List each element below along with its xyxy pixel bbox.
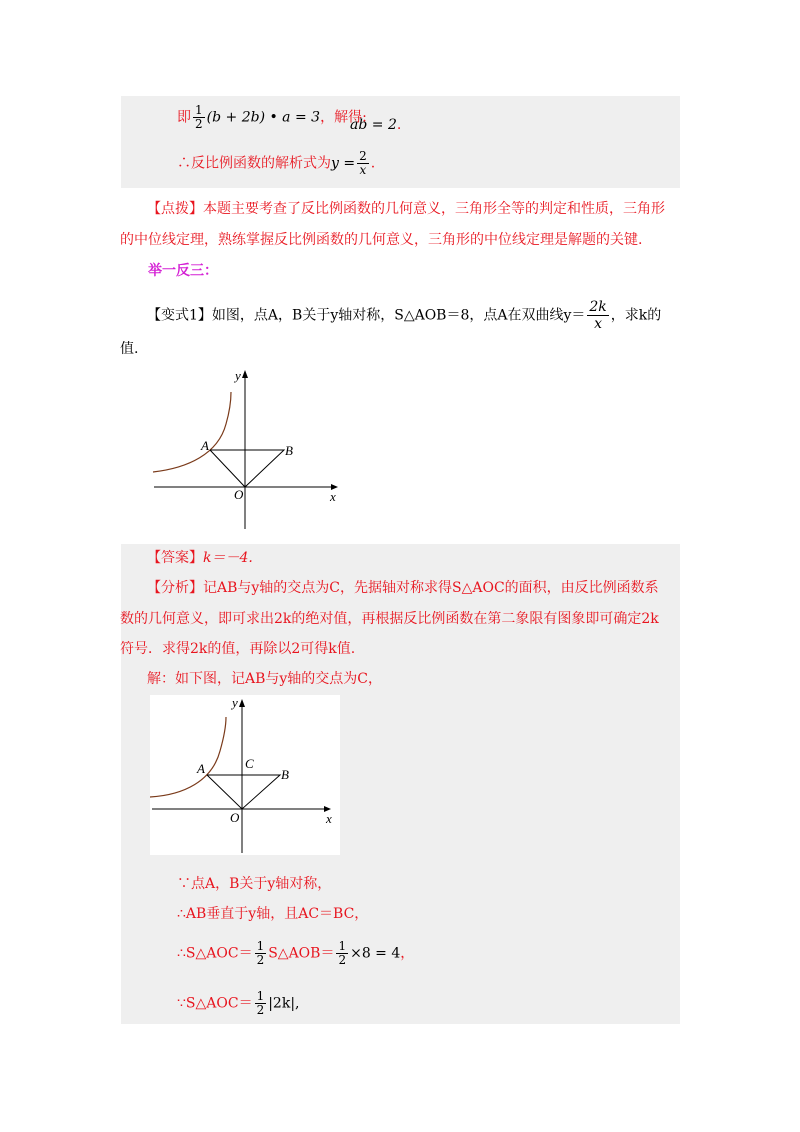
answer-line [147, 549, 253, 567]
period: . [370, 155, 376, 172]
step-1: ∵点A，B关于y轴对称， [177, 876, 332, 892]
label-a: A [201, 438, 209, 453]
analysis-line-2: 数的几何意义，即可求出2k的绝对值，再根据反比例函数在第二象限有图象即可确定2k [120, 611, 659, 627]
frac-den: 2 [256, 953, 265, 967]
frac-den: 2 [256, 1003, 265, 1017]
label-b: B [281, 767, 289, 782]
variant-line-2: 值. [120, 341, 139, 357]
step-3 [177, 940, 414, 967]
step-2: ∴AB垂直于y轴，且AC＝BC， [177, 906, 369, 922]
comma: ， [400, 945, 415, 962]
figure-1 [148, 364, 348, 534]
answer-value: k＝－4. [203, 550, 253, 566]
top-result [350, 116, 401, 134]
label-x: x [326, 811, 332, 826]
frac-num: 1 [256, 989, 265, 1003]
text-formula-intro: ∴反比例函数的解析式为 [177, 155, 331, 172]
label-o: O [234, 487, 244, 502]
step-3-b: S△AOB＝ [268, 945, 335, 962]
label-y: y [232, 695, 238, 710]
figure-2 [150, 695, 340, 855]
step-3-c: ×8 = 4 [350, 945, 401, 962]
label-o: O [230, 810, 240, 825]
triangle-aob [210, 450, 284, 487]
frac-num: 2k [589, 299, 607, 315]
tip-line-2 [120, 231, 642, 249]
label-x: x [330, 489, 336, 504]
variant-text-b: ，求k的 [610, 307, 662, 324]
solution-intro: 解：如下图，记AB与y轴的交点为C， [147, 671, 383, 687]
y-arrow [242, 370, 248, 378]
hyperbola-curve [150, 717, 226, 797]
frac-den: x [594, 316, 603, 332]
tip-label: 【点拨】 [147, 201, 203, 217]
step-4 [177, 990, 300, 1017]
analysis-text-1: 记AB与y轴的交点为C，先据轴对称求得S△AOC的面积，由反比例函数系 [203, 580, 659, 596]
tip-line-1 [147, 200, 665, 218]
text-solve: ，解得: [320, 109, 367, 126]
expr: (b + 2b) • a = 3 [206, 109, 321, 126]
y-arrow [239, 699, 245, 707]
step-4-b: |2k|, [268, 995, 300, 1012]
frac-num: 2 [359, 149, 367, 163]
frac-den: 2 [195, 117, 203, 131]
answer-label: 【答案】 [147, 550, 203, 566]
analysis-line-3: 符号．求得2k的值，再除以2可得k值. [120, 641, 356, 657]
frac-num: 1 [256, 939, 265, 953]
two-k-over-x [587, 299, 608, 332]
half-fraction [255, 940, 267, 967]
variant-text-a: 如图，点A，B关于y轴对称，S△AOB＝8，点A在双曲线y＝ [211, 307, 586, 324]
analysis-label: 【分析】 [147, 580, 203, 596]
section-title: 举一反三： [148, 263, 218, 279]
label-y: y [235, 368, 241, 383]
period: . [396, 117, 402, 133]
variant-label: 【变式1】 [147, 307, 212, 324]
analysis-line-1 [147, 579, 659, 597]
label-a: A [197, 761, 205, 776]
label-c: C [245, 756, 254, 771]
tip-text-2: 的中位线定理，熟练掌握反比例函数的几何意义，三角形的中位线定理是解题的关键. [120, 232, 643, 248]
frac-num: 1 [195, 103, 203, 117]
half-fraction-2 [336, 940, 348, 967]
frac-num: 1 [338, 939, 347, 953]
top-line-2 [177, 150, 375, 177]
y-equals: y = [331, 155, 356, 172]
result-ab: ab = 2 [350, 117, 397, 133]
triangle-aob [207, 775, 280, 809]
label-b: B [285, 443, 293, 458]
step-4-a: ∵S△AOC＝ [177, 995, 253, 1012]
frac-den: 2 [338, 953, 347, 967]
top-line-1 [177, 104, 367, 131]
tip-text-1: 本题主要考查了反比例函数的几何意义，三角形全等的判定和性质，三角形 [203, 201, 665, 217]
frac-den: x [359, 163, 367, 177]
half-fraction [255, 990, 267, 1017]
step-3-a: ∴S△AOC＝ [177, 945, 253, 962]
half-fraction [193, 104, 205, 131]
text-ji: 即 [177, 109, 191, 126]
two-over-x [357, 150, 369, 177]
variant-line-1 [147, 299, 661, 332]
